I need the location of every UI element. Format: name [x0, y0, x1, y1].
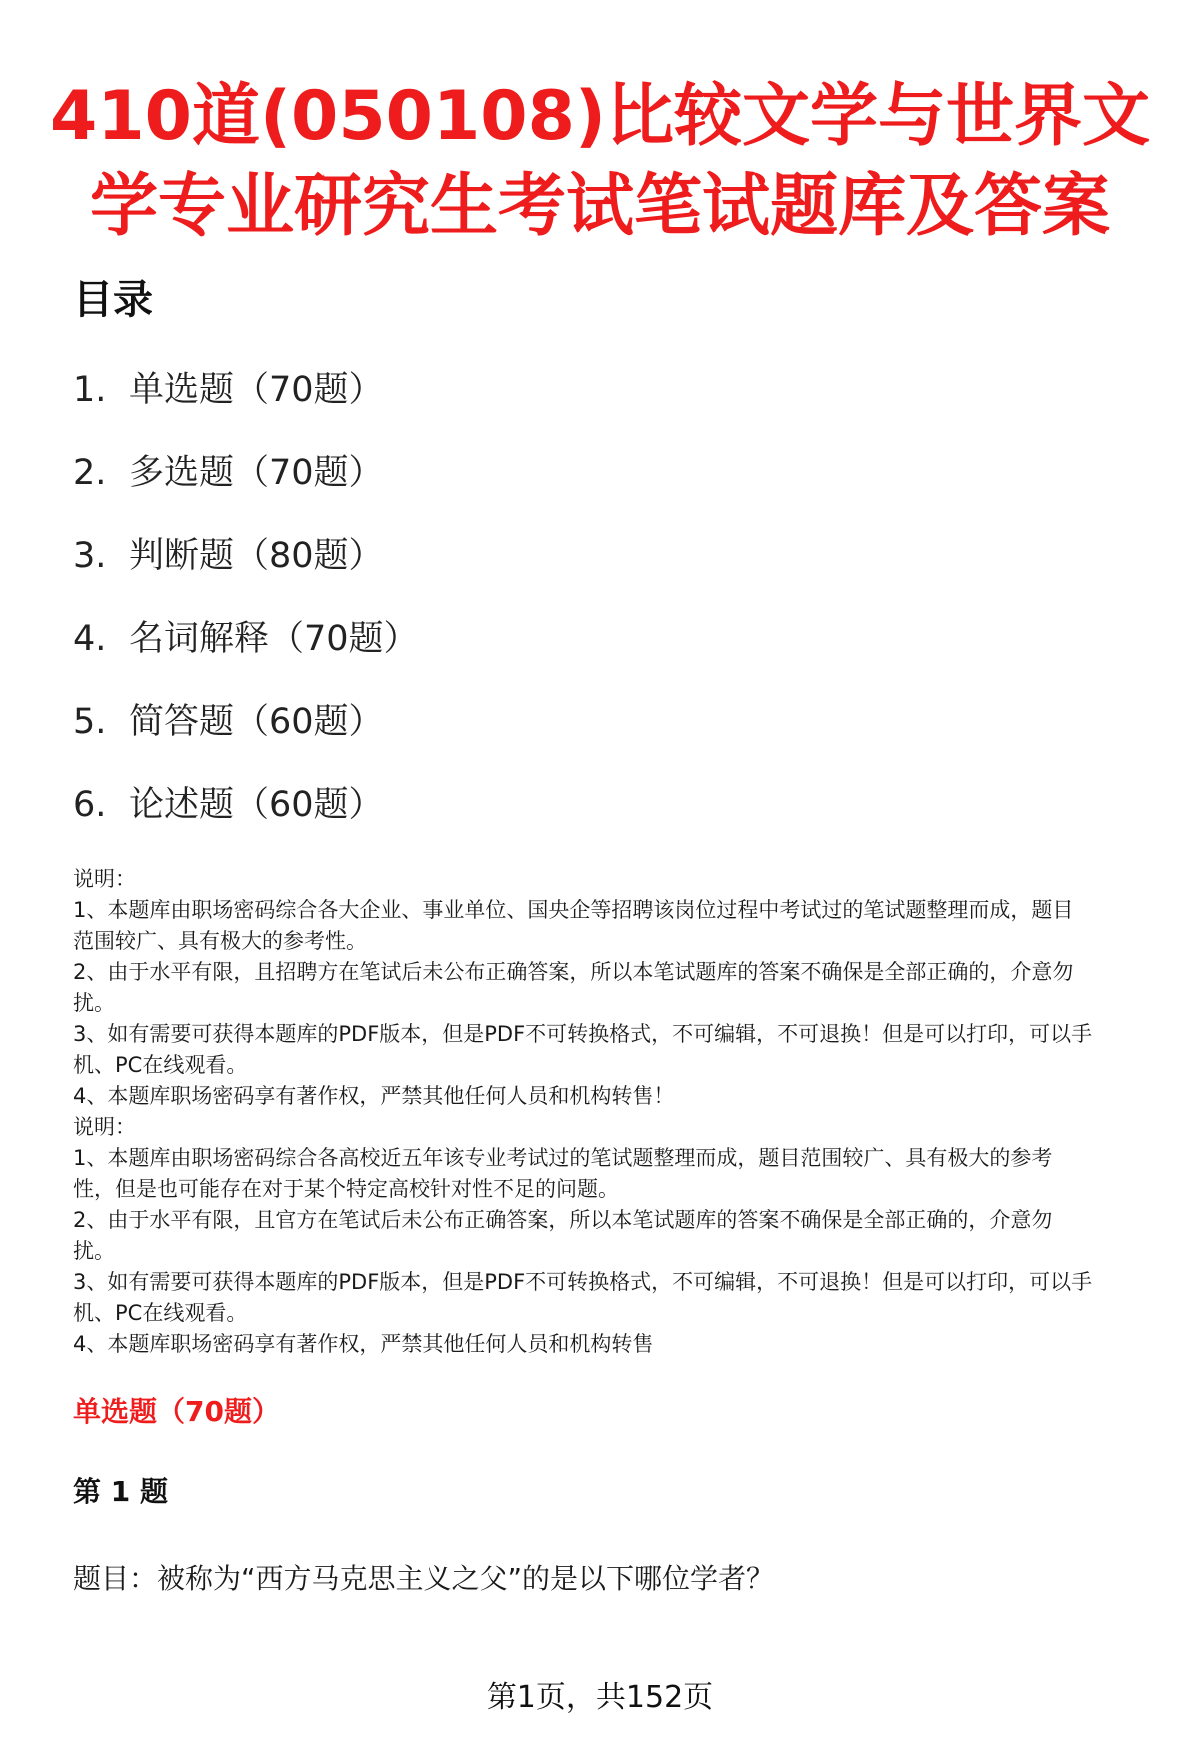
toc-item-true-false[interactable]: [73, 528, 419, 611]
toc-item-number: 2.: [73, 453, 107, 493]
toc-heading: 目录: [73, 277, 153, 323]
notes-line: 性，但是也可能存在对于某个特定高校针对性不足的问题。: [73, 1177, 619, 1201]
section-title: 单选题（70题）: [73, 1395, 280, 1428]
toc-item-label: 多选题（70题）: [129, 453, 384, 493]
toc-item-essay[interactable]: [73, 777, 419, 860]
notes-line: 说明：: [73, 1115, 136, 1139]
notes-line: 扰。: [73, 1239, 115, 1263]
toc-item-label: 简答题（60题）: [129, 702, 384, 742]
toc-item-label: 论述题（60题）: [129, 785, 384, 825]
notes-line: 1、本题库由职场密码综合各大企业、事业单位、国央企等招聘该岗位过程中考试过的笔试题整理而成，题目: [73, 898, 1074, 922]
toc-item-number: 3.: [73, 536, 107, 576]
document-title: [40, 72, 1160, 252]
notes-block: [73, 864, 1163, 1360]
notes-line: 2、由于水平有限，且官方在笔试后未公布正确答案，所以本笔试题库的答案不确保是全部正确的，介意勿: [73, 1208, 1053, 1232]
notes-line: 1、本题库由职场密码综合各高校近五年该专业考试过的笔试题整理而成，题目范围较广、具有极大的参考: [73, 1146, 1053, 1170]
toc-item-label: 判断题（80题）: [129, 536, 384, 576]
toc-item-single-choice[interactable]: [73, 362, 419, 445]
document-title-line-1: 410道(050108)比较文学与世界文: [50, 77, 1150, 156]
notes-line: 3、如有需要可获得本题库的PDF版本，但是PDF不可转换格式，不可编辑，不可退换！但是可以打印，可以手: [73, 1270, 1093, 1294]
notes-line: 4、本题库职场密码享有著作权，严禁其他任何人员和机构转售！: [73, 1084, 675, 1108]
question-number: 第 1 题: [73, 1475, 168, 1508]
document-title-line-2: 学专业研究生考试笔试题库及答案: [89, 167, 1110, 246]
notes-line: 说明：: [73, 867, 136, 891]
notes-line: 3、如有需要可获得本题库的PDF版本，但是PDF不可转换格式，不可编辑，不可退换！但是可以打印，可以手: [73, 1022, 1093, 1046]
notes-line: 4、本题库职场密码享有著作权，严禁其他任何人员和机构转售: [73, 1332, 654, 1356]
toc-item-multiple-choice[interactable]: [73, 445, 419, 528]
toc-item-label: 名词解释（70题）: [129, 619, 419, 659]
toc-item-term-explanation[interactable]: [73, 611, 419, 694]
question-text: 题目：被称为“西方马克思主义之父”的是以下哪位学者？: [73, 1562, 775, 1595]
toc-item-label: 单选题（70题）: [129, 370, 384, 410]
toc-list: [73, 362, 419, 860]
notes-line: 机、PC在线观看。: [73, 1301, 248, 1325]
toc-item-number: 5.: [73, 702, 107, 742]
page-footer: 第1页，共152页: [486, 1680, 714, 1715]
toc-item-short-answer[interactable]: [73, 694, 419, 777]
toc-item-number: 1.: [73, 370, 107, 410]
notes-line: 扰。: [73, 991, 115, 1015]
notes-line: 范围较广、具有极大的参考性。: [73, 929, 367, 953]
toc-item-number: 6.: [73, 785, 107, 825]
toc-item-number: 4.: [73, 619, 107, 659]
notes-line: 机、PC在线观看。: [73, 1053, 248, 1077]
notes-line: 2、由于水平有限，且招聘方在笔试后未公布正确答案，所以本笔试题库的答案不确保是全部正确的，介意勿: [73, 960, 1074, 984]
